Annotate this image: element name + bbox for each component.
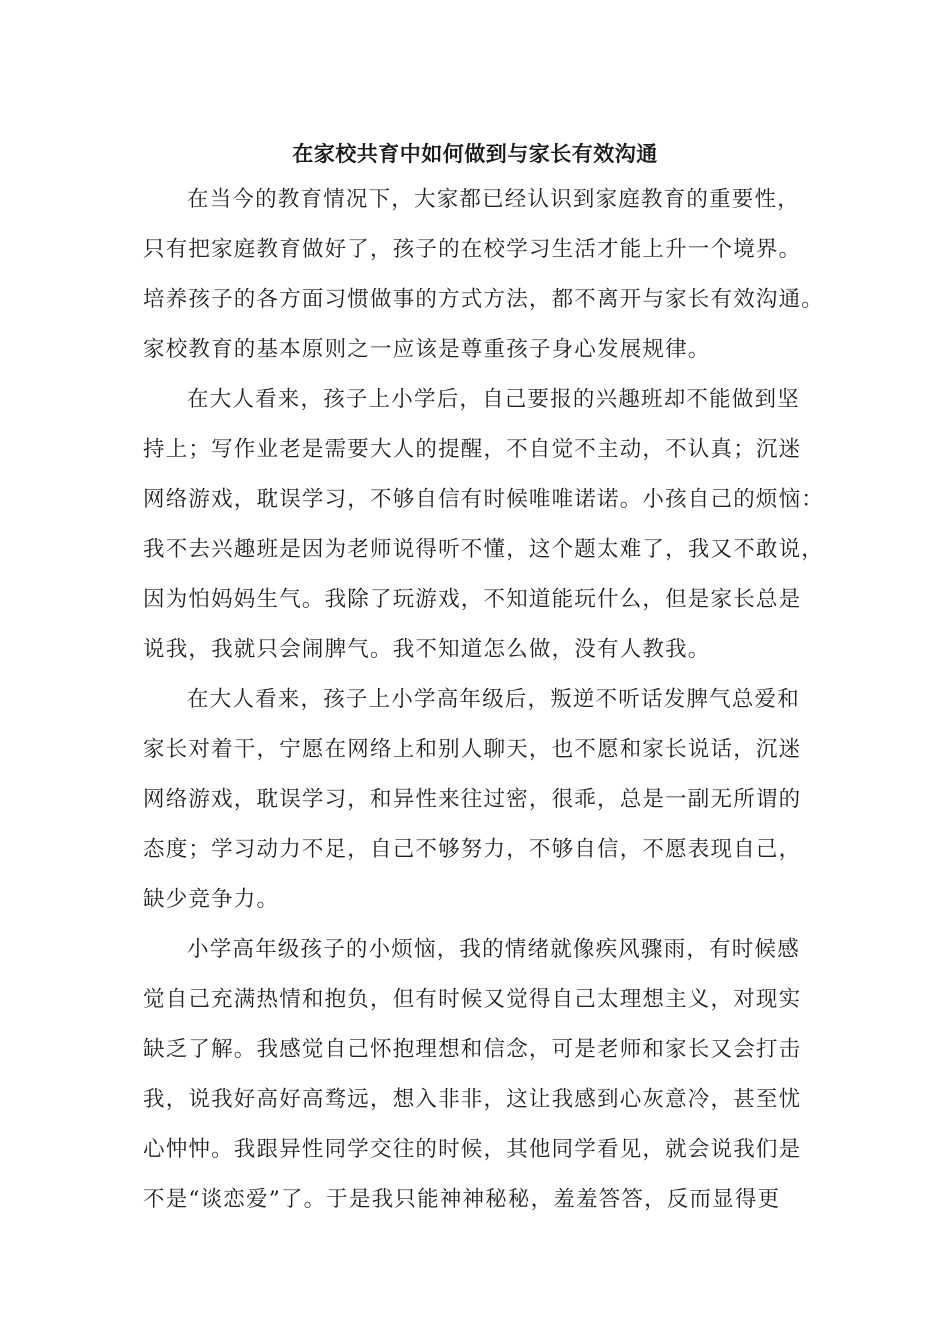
paragraph-3-line-4: 态度；学习动力不足，自己不够努力，不够自信，不愿表现自己， <box>143 837 802 862</box>
paragraph-2-line-6: 说我，我就只会闹脾气。我不知道怎么做，没有人教我。 <box>143 637 711 662</box>
paragraph-2-line-2: 持上；写作业老是需要大人的提醒，不自觉不主动，不认真；沉迷 <box>143 437 802 462</box>
paragraph-1-line-2: 只有把家庭教育做好了，孩子的在校学习生活才能上升一个境界。 <box>143 237 802 262</box>
document-title: 在家校共育中如何做到与家长有效沟通 <box>292 141 658 166</box>
paragraph-1-line-1: 在当今的教育情况下，大家都已经认识到家庭教育的重要性， <box>187 187 800 212</box>
paragraph-4-line-6: 不是“谈恋爱”了。于是我只能神神秘秘，羞羞答答，反而显得更 <box>143 1187 781 1212</box>
paragraph-4-line-4: 我，说我好高好高骛远，想入非非，这让我感到心灰意冷，甚至忧 <box>143 1087 802 1112</box>
paragraph-2-line-3: 网络游戏，耽误学习，不够自信有时候唯唯诺诺。小孩自己的烦恼： <box>143 487 825 512</box>
paragraph-3-line-5: 缺少竞争力。 <box>143 887 280 912</box>
paragraph-3-line-2: 家长对着干，宁愿在网络上和别人聊天，也不愿和家长说话，沉迷 <box>143 737 802 762</box>
paragraph-2-line-4: 我不去兴趣班是因为老师说得听不懂，这个题太难了，我又不敢说， <box>143 537 825 562</box>
paragraph-4-line-1: 小学高年级孩子的小烦恼，我的情绪就像疾风骤雨，有时候感 <box>187 937 800 962</box>
paragraph-3-line-3: 网络游戏，耽误学习，和异性来往过密，很乖，总是一副无所谓的 <box>143 787 802 812</box>
paragraph-4-line-2: 觉自己充满热情和抱负，但有时候又觉得自己太理想主义，对现实 <box>143 987 802 1012</box>
paragraph-4-line-5: 心忡忡。我跟异性同学交往的时候，其他同学看见，就会说我们是 <box>143 1137 802 1162</box>
paragraph-2-line-1: 在大人看来，孩子上小学后，自己要报的兴趣班却不能做到坚 <box>187 387 800 412</box>
paragraph-1-line-4: 家校教育的基本原则之一应该是尊重孩子身心发展规律。 <box>143 337 711 362</box>
paragraph-4-line-3: 缺乏了解。我感觉自己怀抱理想和信念，可是老师和家长又会打击 <box>143 1037 802 1062</box>
paragraph-1-line-3: 培养孩子的各方面习惯做事的方式方法，都不离开与家长有效沟通。 <box>143 287 825 312</box>
paragraph-3-line-1: 在大人看来，孩子上小学高年级后，叛逆不听话发脾气总爱和 <box>187 687 800 712</box>
paragraph-2-line-5: 因为怕妈妈生气。我除了玩游戏，不知道能玩什么，但是家长总是 <box>143 587 802 612</box>
